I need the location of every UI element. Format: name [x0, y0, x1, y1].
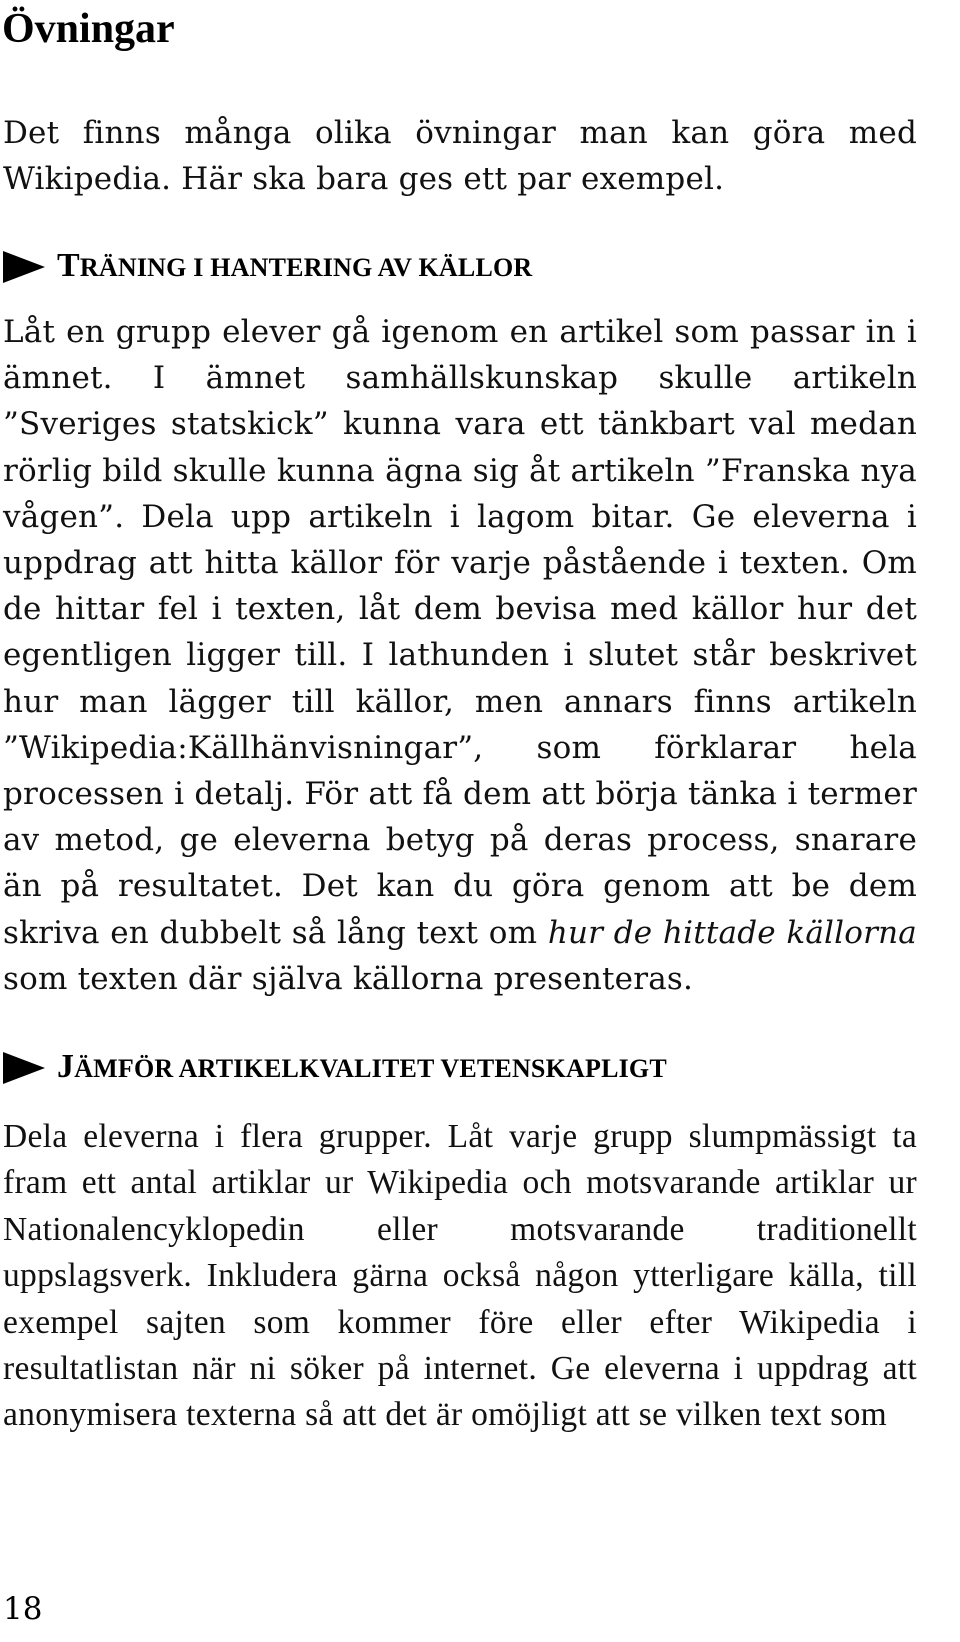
section-heading-artikelkvalitet	[3, 1045, 667, 1091]
section-heading-text: JÄMFÖR ARTIKELKVALITET VETENSKAPLIGT	[57, 1048, 667, 1085]
section-heading-kallor	[3, 244, 532, 290]
section-heading-text: TRÄNING I HANTERING AV KÄLLOR	[57, 247, 533, 284]
right-triangle-arrow-icon	[3, 1052, 45, 1084]
section-paragraph-artikelkvalitet: Dela eleverna i flera grupper. Låt varje grupp slumpmässigt ta fram ett antal artiklar ur Wikipedia och motsvarande artiklar ur Nationalencyklopedin eller motsvarande traditionellt uppslagsverk. Inkludera gärna också någon ytterligare källa, till exempel sajten som kommer före eller efter Wikipedia i resultatlistan när ni söker på internet. Ge eleverna i uppdrag att anonymisera texterna så att det är omöjligt att se vilken text som	[3, 1118, 917, 1434]
section-paragraph-kallor	[3, 309, 917, 1002]
chapter-title: Övningar	[2, 6, 175, 52]
right-triangle-arrow-icon	[3, 251, 45, 283]
paragraph-text: Låt en grupp elever gå igenom en artikel som passar in i ämnet. I ämnet samhällskunskap skulle artikeln ”Sveriges statskick” kunna vara ett tänkbart val medan rörlig bild skulle kunna ägna sig åt artikeln ”Franska nya vågen”. Dela upp artikeln i lagom bitar. Ge eleverna i uppdrag att hitta källor för varje påstående i texten. Om de hittar fel i texten, låt dem bevisa med källor hur det egentligen ligger till. I lathunden i slutet står beskrivet hur man lägger till källor, men annars finns artikeln ”Wikipedia:Källhänvisningar”, som förklarar hela processen i detalj. För att få dem att börja tänka i termer av metod, ge eleverna betyg på deras process, snarare än på resultatet. Det kan du göra genom att be dem skriva en dubbelt så lång text om	[3, 314, 917, 951]
italic-phrase: hur de hittade källorna	[547, 914, 917, 951]
intro-paragraph: Det finns många olika övningar man kan göra med Wikipedia. Här ska bara ges ett par exempel.	[3, 115, 917, 197]
paragraph-text: som texten där själva källorna presenteras.	[3, 960, 694, 997]
page-number: 18	[3, 1591, 43, 1627]
